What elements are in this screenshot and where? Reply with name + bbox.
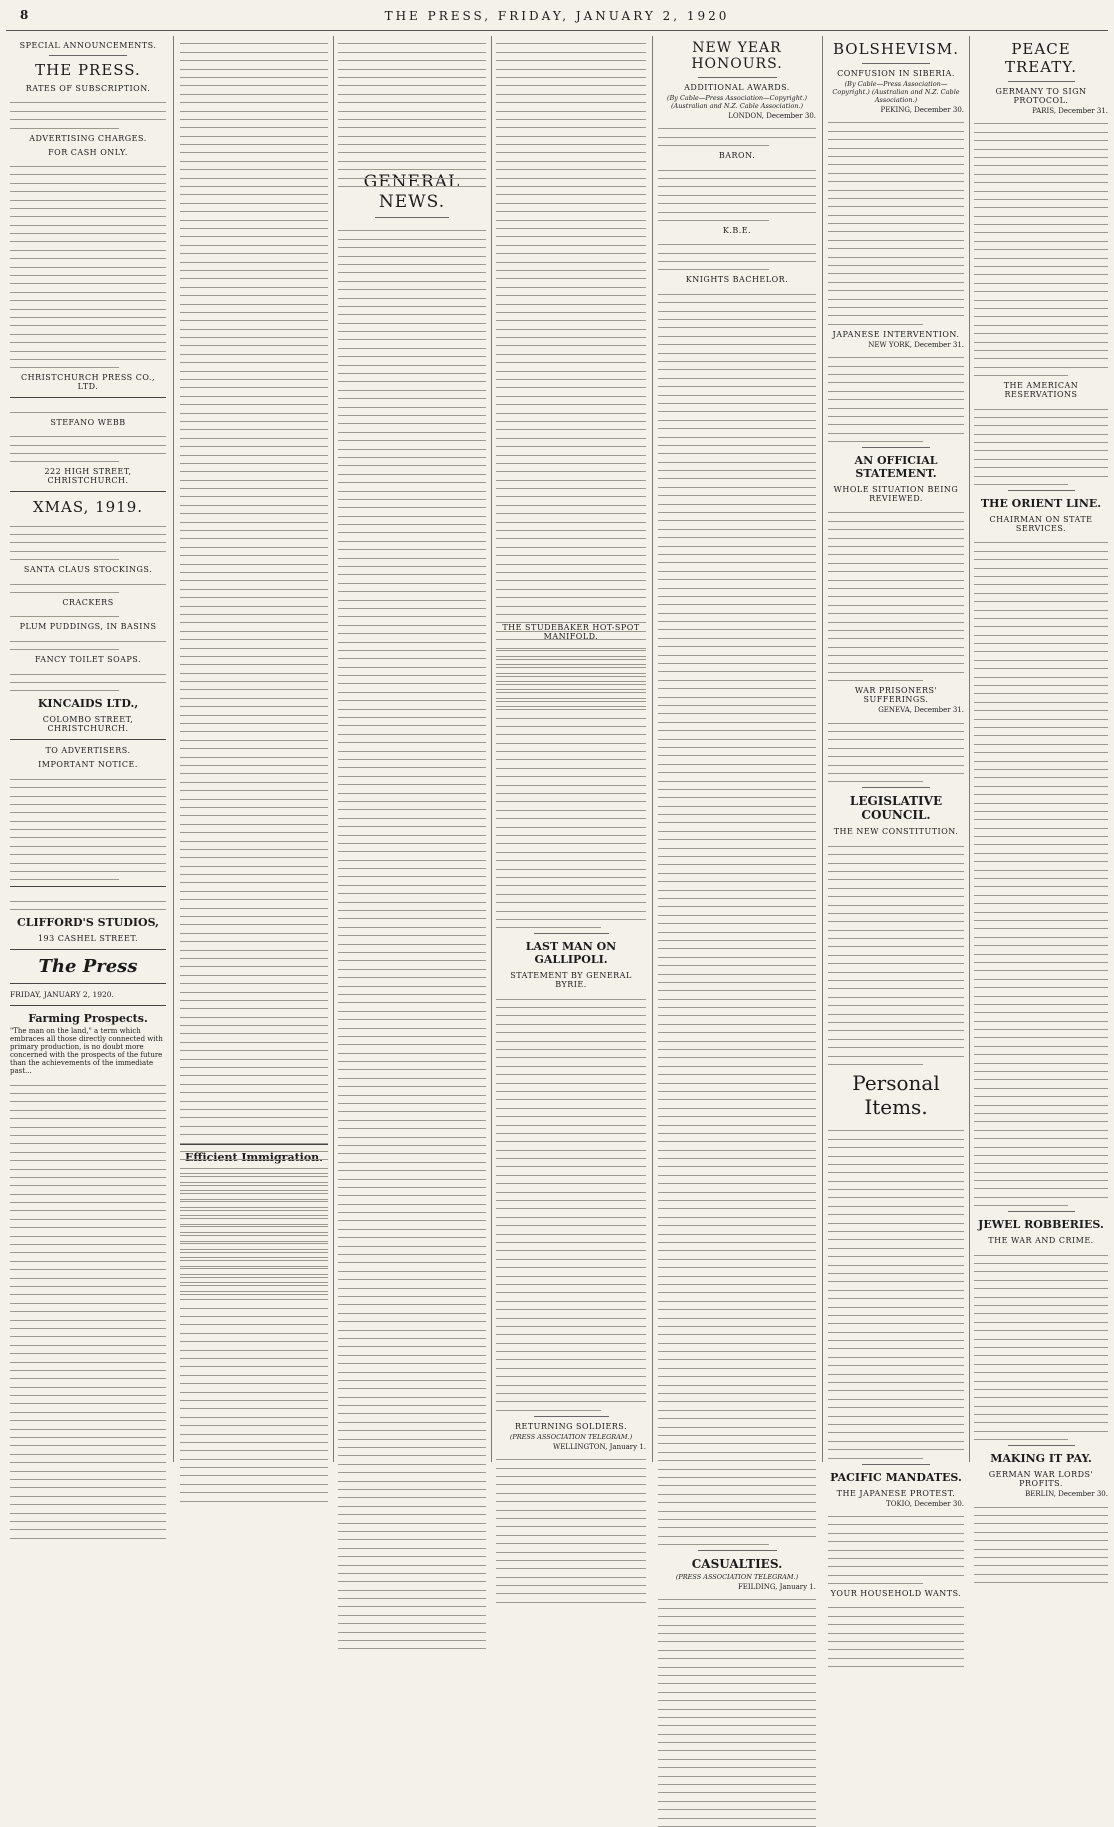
photographer-name: STEFANO WEBB <box>50 417 126 427</box>
jewel-robberies-heading: JEWEL ROBBERIES. <box>978 1218 1104 1232</box>
page-number: 8 <box>20 8 29 22</box>
studebaker-heading: THE STUDEBAKER HOT-SPOT MANIFOLD. <box>502 623 640 641</box>
article-text <box>180 36 328 1138</box>
returning-text <box>496 1452 646 1603</box>
press-company-name: CHRISTCHURCH PRESS CO., LTD. <box>20 373 155 392</box>
the-press-heading: THE PRESS. <box>35 61 141 79</box>
rates-heading: RATES OF SUBSCRIPTION. <box>25 84 151 93</box>
special-announcements-heading: SPECIAL ANNOUNCEMENTS. <box>19 41 157 50</box>
feilding-dateline: FEILDING, January 1. <box>737 1583 816 1592</box>
legislative-council-heading: LEGISLATIVE COUNCIL. <box>849 794 943 823</box>
american-reservations-heading: THE AMERICAN RESERVATIONS <box>1003 381 1079 400</box>
official-statement-heading: AN OFFICIAL STATEMENT. <box>854 454 938 481</box>
column-rule <box>652 36 653 1462</box>
masthead <box>6 4 1108 31</box>
important-notice-heading: IMPORTANT NOTICE. <box>38 760 138 770</box>
war-prisoners-heading: WAR PRISONERS' SUFFERINGS. <box>854 686 938 705</box>
crackers-heading: CRACKERS <box>62 598 114 608</box>
general-news-text <box>338 223 486 1649</box>
pacific-mandates-heading: PACIFIC MANDATES. <box>830 1470 962 1484</box>
farming-prospects-heading: Farming Prospects. <box>28 1012 148 1026</box>
knights-bachelor-heading: KNIGHTS BACHELOR. <box>685 275 789 285</box>
cliffords-address: 193 CASHEL STREET. <box>37 934 139 944</box>
immigration-text <box>180 1166 328 1502</box>
column-7 <box>974 36 1108 1499</box>
to-advertisers-heading: TO ADVERTISERS. <box>45 746 131 756</box>
japanese-intervention-heading: JAPANESE INTERVENTION. <box>832 329 960 339</box>
column-rule <box>491 36 492 1462</box>
column-5 <box>658 36 816 1592</box>
column-2 <box>180 36 328 1462</box>
berlin-dateline: BERLIN, December 30. <box>1025 1490 1108 1499</box>
column-rule <box>333 36 334 1462</box>
article-text <box>496 36 646 618</box>
last-man-heading: LAST MAN ON GALLIPOLI. <box>525 940 617 967</box>
whole-situation-heading: WHOLE SITUATION BEING REVIEWED. <box>833 485 959 504</box>
paris-dateline: PARIS, December 31. <box>1032 107 1108 115</box>
photo-ad-text <box>10 404 166 412</box>
advertising-charges-heading: ADVERTISING CHARGES. <box>29 133 147 143</box>
returning-soldiers-heading: RETURNING SOLDIERS. <box>514 1421 628 1431</box>
chairman-heading: CHAIRMAN ON STATE SERVICES. <box>989 515 1093 534</box>
xmas-heading: XMAS, 1919. <box>32 498 144 517</box>
peking-dateline: PEKING, December 30. <box>880 106 964 114</box>
geneva-dateline: GENEVA, December 31. <box>878 706 964 715</box>
germany-protocol-heading: GERMANY TO SIGN PROTOCOL. <box>995 87 1087 105</box>
farming-article-text <box>10 1077 166 1538</box>
honours-text <box>658 286 816 1545</box>
farming-opening-text: "The man on the land," a term which embraces all those directly connected with primary production, is no doubt more concerned with the prospects of the future than the achievements of the immediate past... <box>10 1027 163 1076</box>
plum-puddings-heading: PLUM PUDDINGS, IN BASINS <box>19 622 157 632</box>
photographer-address: 222 HIGH STREET, CHRISTCHURCH. <box>44 467 132 486</box>
casualties-text <box>658 1592 816 1827</box>
article-text <box>338 36 486 170</box>
orient-line-heading: THE ORIENT LINE. <box>980 497 1102 511</box>
immigration-heading: Efficient Immigration. <box>184 1151 323 1164</box>
baron-heading: BARON. <box>718 151 756 161</box>
masthead-title: THE PRESS, FRIDAY, JANUARY 2, 1920 <box>384 9 730 23</box>
peace-treaty-heading: PEACE TREATY. <box>1004 40 1077 76</box>
toilet-soaps-heading: FANCY TOILET SOAPS. <box>34 655 142 665</box>
santa-stockings: SANTA CLAUS STOCKINGS. <box>23 565 153 575</box>
rates-text <box>10 95 166 129</box>
personal-items-heading: Personal Items. <box>852 1070 940 1119</box>
ny-dateline: NEW YORK, December 31. <box>868 340 964 349</box>
santa-text <box>10 576 166 593</box>
column-1 <box>10 36 166 1462</box>
new-year-honours-heading: NEW YEAR HONOURS. <box>691 40 783 72</box>
japanese-protest-heading: THE JAPANESE PROTEST. <box>836 1488 956 1498</box>
press-association-credit: (PRESS ASSOCIATION TELEGRAM.) <box>509 1432 633 1441</box>
kincaids-address: COLOMBO STREET, CHRISTCHURCH. <box>42 715 134 734</box>
gallipoli-text <box>496 991 646 1411</box>
bolshevism-heading: BOLSHEVISM. <box>832 40 960 58</box>
studebaker-text <box>496 643 646 928</box>
cliffords-studios-heading: CLIFFORD'S STUDIOS, <box>16 916 160 930</box>
photo-ad-text-2 <box>10 429 166 463</box>
column-4 <box>496 36 646 1462</box>
general-byrie-heading: STATEMENT BY GENERAL BYRIE. <box>510 971 632 990</box>
london-dateline: LONDON, December 30. <box>728 112 816 120</box>
additional-awards-heading: ADDITIONAL AWARDS. <box>684 83 790 92</box>
paper-nameplate: The Press <box>38 956 138 978</box>
xmas-text <box>10 518 166 560</box>
making-it-pay-heading: MAKING IT PAY. <box>990 1452 1092 1466</box>
cash-only-heading: FOR CASH ONLY. <box>48 147 128 157</box>
kbe-heading: K.B.E. <box>722 225 752 235</box>
confusion-siberia-heading: CONFUSION IN SIBERIA. <box>837 69 955 78</box>
cable-credit: (By Cable—Press Association—Copyright.) (Australian and N.Z. Cable Association.) <box>666 94 808 110</box>
issue-date: FRIDAY, JANUARY 2, 1920. <box>10 990 114 1000</box>
column-6 <box>828 36 964 1599</box>
charges-text <box>10 159 166 369</box>
wellington-dateline: WELLINGTON, January 1. <box>553 1442 646 1451</box>
personal-items-text <box>828 1123 964 1459</box>
household-wants-heading: YOUR HOUSEHOLD WANTS. <box>830 1589 962 1599</box>
general-news-heading: GENERAL NEWS. <box>363 172 461 212</box>
german-war-lords-heading: GERMAN WAR LORDS' PROFITS. <box>988 1470 1094 1489</box>
newspaper-page <box>6 4 1108 1599</box>
column-rule <box>173 36 174 1462</box>
press-association-credit: (PRESS ASSOCIATION TELEGRAM.) <box>675 1573 799 1582</box>
column-rule <box>969 36 970 1462</box>
column-3 <box>338 36 486 1462</box>
new-constitution-heading: THE NEW CONSTITUTION. <box>833 827 959 837</box>
column-rule <box>822 36 823 1462</box>
cable-credit: (By Cable—Press Association—Copyright.) (Australian and N.Z. Cable Association.) <box>832 80 960 104</box>
kincaids-heading: KINCAIDS LTD., <box>37 697 139 711</box>
casualties-heading: CASUALTIES. <box>691 1557 783 1572</box>
notice-text <box>10 771 166 880</box>
war-and-crime-heading: THE WAR AND CRIME. <box>988 1236 1094 1246</box>
tokio-dateline: TOKIO, December 30. <box>886 1499 964 1508</box>
